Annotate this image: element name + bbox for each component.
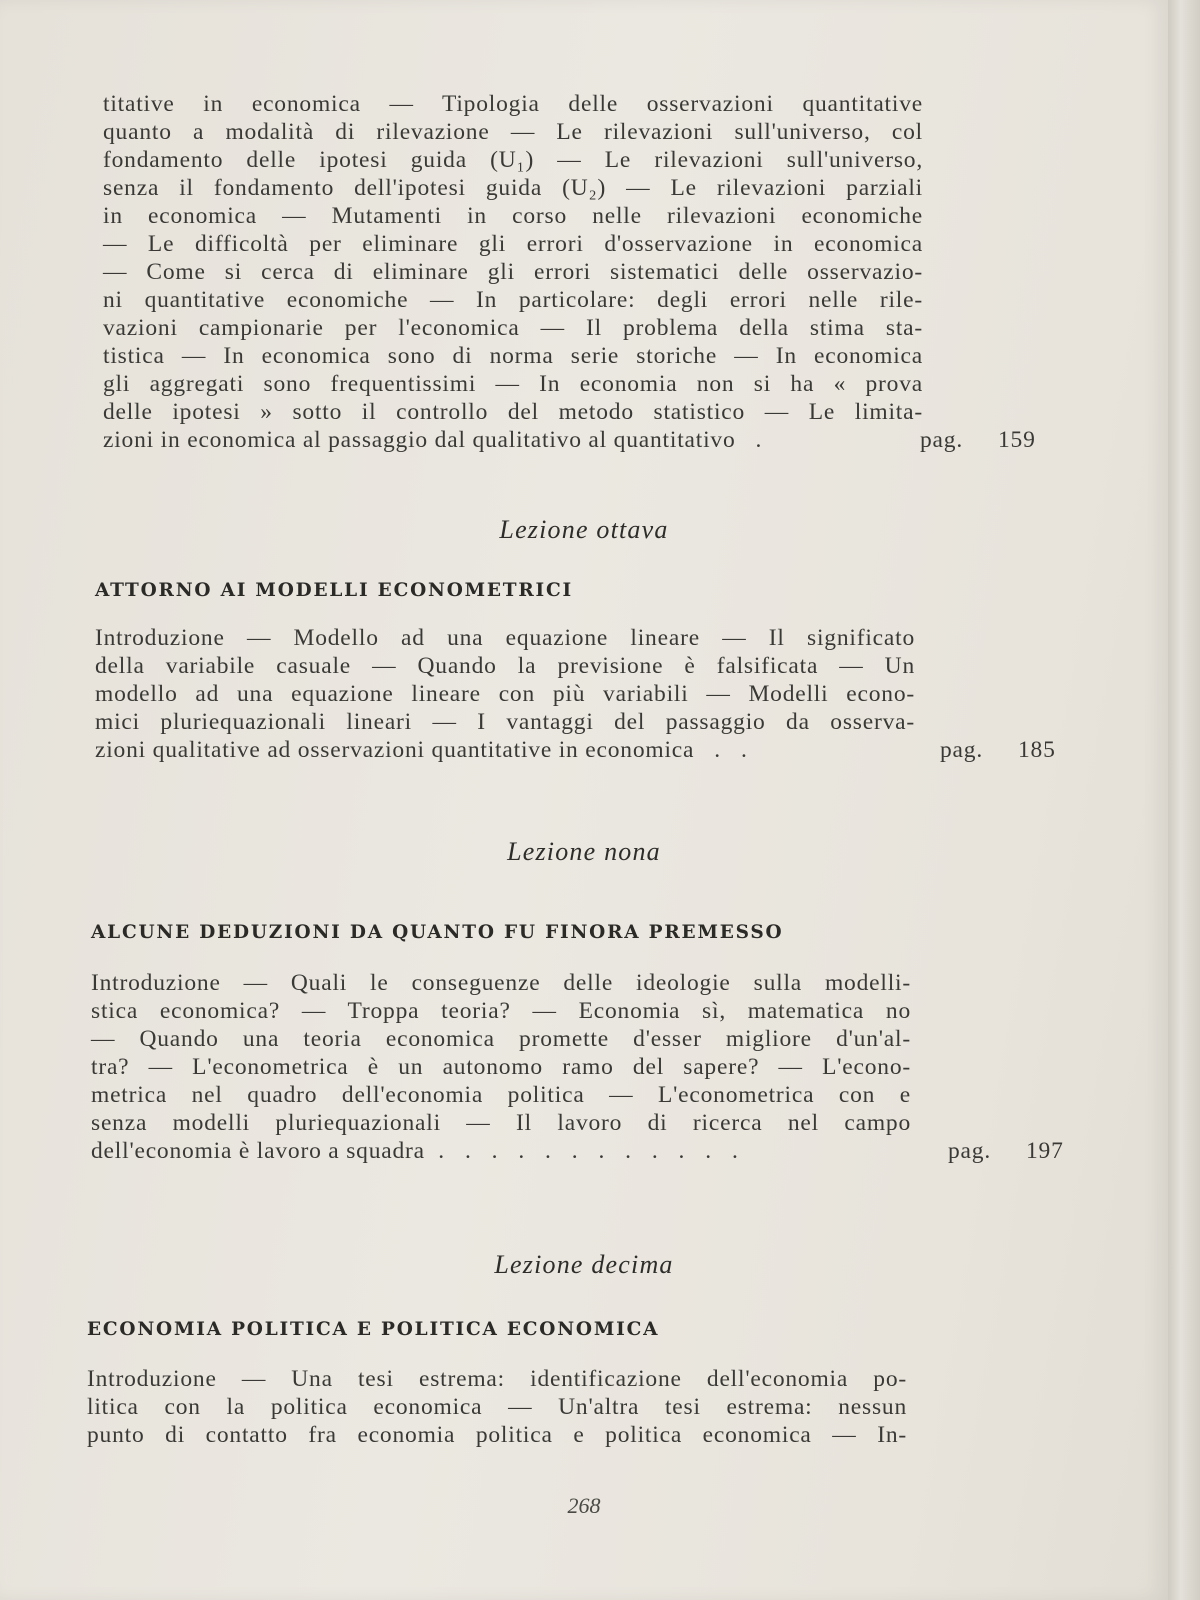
lesson-title: Lezione ottava	[499, 515, 669, 544]
toc-entry-lesson8-summary	[95, 624, 1095, 764]
summary-line: senza il fondamento dell'ipotesi guida (U₂) — Le rilevazioni parziali	[103, 175, 923, 201]
summary-last-line	[103, 426, 1103, 454]
summary-line: mici pluriequazionali lineari — I vantaggi del passaggio da osserva-	[95, 709, 915, 735]
summary-last-line	[95, 736, 1095, 764]
summary-line: zioni qualitative ad osservazioni quantitative in economica . .	[95, 737, 748, 763]
pag-label: pag.	[948, 1138, 992, 1164]
summary-line: gli aggregati sono frequentissimi — In economia non si ha « prova	[103, 371, 923, 397]
chapter-heading: ECONOMIA POLITICA E POLITICA ECONOMICA	[87, 1319, 660, 1340]
summary-line: — Le difficoltà per eliminare gli errori d'osservazione in economica	[103, 231, 923, 257]
summary-last-line	[91, 1137, 1091, 1165]
page-reference	[920, 426, 1036, 454]
page-number-ref: 185	[1018, 737, 1056, 763]
lesson-title: Lezione nona	[507, 837, 661, 866]
summary-line: ni quantitative economiche — In particolare: degli errori nelle rile-	[103, 287, 923, 313]
page-number-ref: 159	[998, 427, 1036, 453]
summary-line: zioni in economica al passaggio dal qualitativo al quantitativo .	[103, 427, 763, 453]
summary-line: Introduzione — Quali le conseguenze delle ideologie sulla modelli-	[91, 970, 911, 996]
summary-line: quanto a modalità di rilevazione — Le rilevazioni sull'universo, col	[103, 119, 923, 145]
summary-line: fondamento delle ipotesi guida (U₁) — Le rilevazioni sull'universo,	[103, 147, 923, 173]
page-reference	[948, 1137, 1064, 1165]
summary-line: dell'economia è lavoro a squadra . . . . . . . . . . . .	[91, 1138, 739, 1164]
summary-line: metrica nel quadro dell'economia politica — L'econometrica con e	[91, 1082, 911, 1108]
pag-label: pag.	[940, 737, 984, 763]
summary-line: — Quando una teoria economica promette d'esser migliore d'un'al-	[91, 1026, 911, 1052]
summary-line: in economica — Mutamenti in corso nelle rilevazioni economiche	[103, 203, 923, 229]
toc-entry-lesson9-summary	[91, 969, 1091, 1165]
summary-line: Introduzione — Modello ad una equazione lineare — Il significato	[95, 625, 915, 651]
summary-line: litica con la politica economica — Un'altra tesi estrema: nessun	[87, 1394, 907, 1420]
summary-line: — Come si cerca di eliminare gli errori sistematici delle osservazio-	[103, 259, 923, 285]
summary-line: Introduzione — Una tesi estrema: identificazione dell'economia po-	[87, 1366, 907, 1392]
lesson-title: Lezione decima	[494, 1250, 674, 1279]
summary-line: tra? — L'econometrica è un autonomo ramo del sapere? — L'econo-	[91, 1054, 911, 1080]
page-number: 268	[567, 1493, 601, 1518]
summary-line: tistica — In economica sono di norma serie storiche — In economica	[103, 343, 923, 369]
summary-line: modello ad una equazione lineare con più variabili — Modelli econo-	[95, 681, 915, 707]
summary-line: della variabile casuale — Quando la previsione è falsificata — Un	[95, 653, 915, 679]
chapter-heading: ATTORNO AI MODELLI ECONOMETRICI	[95, 580, 573, 601]
page-edge	[1168, 0, 1200, 1600]
toc-entry-lesson10-summary	[87, 1365, 1087, 1449]
summary-line: vazioni campionarie per l'economica — Il problema della stima sta-	[103, 315, 923, 341]
summary-line: titative in economica — Tipologia delle osservazioni quantitative	[103, 91, 923, 117]
page-reference	[940, 736, 1056, 764]
page-number-ref: 197	[1026, 1138, 1064, 1164]
summary-line: senza modelli pluriequazionali — Il lavoro di ricerca nel campo	[91, 1110, 911, 1136]
summary-line: stica economica? — Troppa teoria? — Economia sì, matematica no	[91, 998, 911, 1024]
summary-line: delle ipotesi » sotto il controllo del metodo statistico — Le limita-	[103, 399, 923, 425]
pag-label: pag.	[920, 427, 964, 453]
summary-line: punto di contatto fra economia politica e politica economica — In-	[87, 1422, 907, 1448]
toc-entry-lesson7-summary	[103, 90, 1103, 454]
chapter-heading: ALCUNE DEDUZIONI DA QUANTO FU FINORA PREMESSO	[91, 922, 784, 943]
